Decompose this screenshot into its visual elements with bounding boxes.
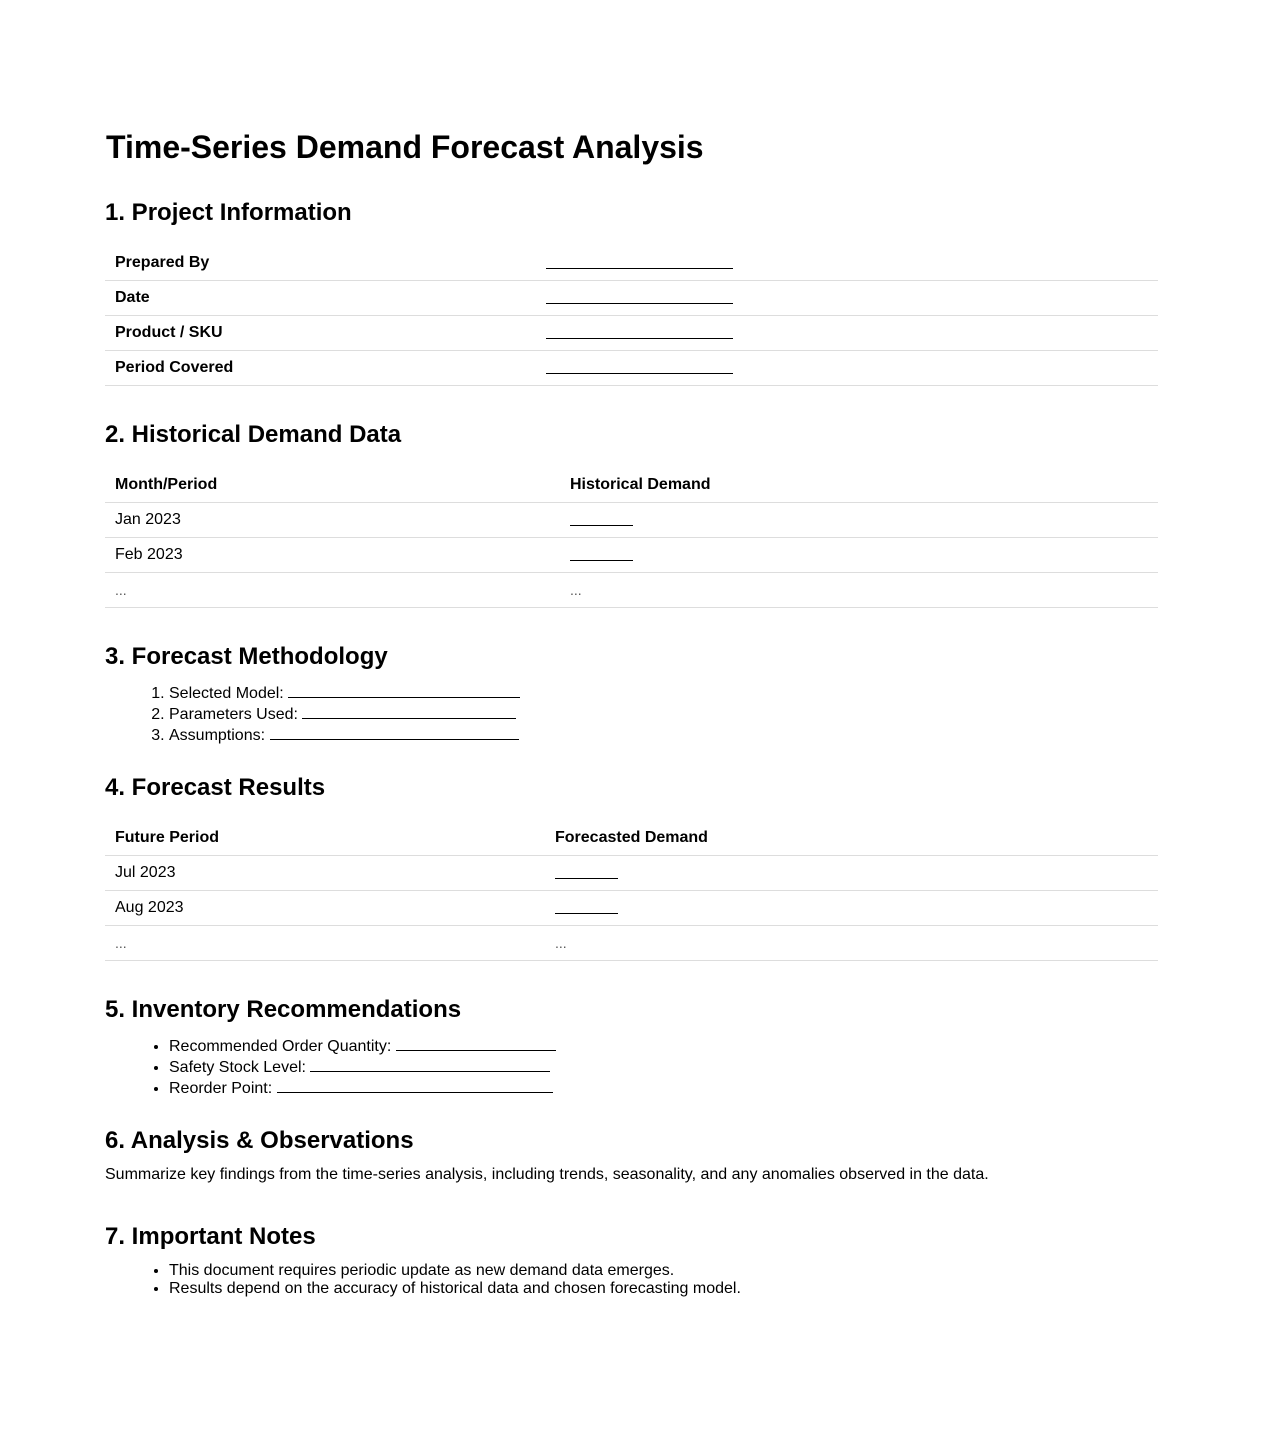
table-row: [105, 856, 1158, 891]
blank-field[interactable]: [536, 316, 1158, 351]
list-item: [169, 703, 1158, 724]
list-item: [169, 682, 1158, 703]
table-header-row: [105, 821, 1158, 856]
blank-field[interactable]: [288, 682, 520, 698]
period-cell: Jan 2023: [105, 503, 560, 538]
list-item-label: Reorder Point:: [169, 1080, 273, 1097]
analysis-observations-section: [105, 1127, 1158, 1184]
table-row: [105, 246, 1158, 281]
table-header-row: [105, 468, 1158, 503]
list-item: [169, 1035, 1158, 1056]
table-row: [105, 281, 1158, 316]
blank-field[interactable]: [396, 1035, 556, 1051]
methodology-list: [105, 682, 1158, 745]
table-row: [105, 351, 1158, 386]
section-heading: 4. Forecast Results: [105, 774, 326, 801]
column-header: Historical Demand: [560, 468, 1158, 503]
table-row: [105, 573, 1158, 608]
list-item: [169, 1056, 1158, 1077]
section-heading: 2. Historical Demand Data: [105, 421, 402, 448]
column-header: Future Period: [105, 821, 545, 856]
section-heading: 3. Forecast Methodology: [105, 643, 388, 670]
period-cell: ...: [105, 926, 545, 961]
notes-list: [105, 1262, 1158, 1298]
list-item-label: Assumptions:: [169, 727, 266, 744]
forecast-methodology-section: [105, 643, 1158, 745]
period-cell: Feb 2023: [105, 538, 560, 573]
blank-field[interactable]: [560, 538, 1158, 573]
value-cell: ...: [560, 573, 1158, 608]
important-notes-section: [105, 1223, 1158, 1298]
row-label: Date: [105, 281, 536, 316]
table-row: [105, 538, 1158, 573]
blank-field[interactable]: [536, 281, 1158, 316]
blank-field[interactable]: [545, 891, 1158, 926]
list-item-label: Selected Model:: [169, 685, 284, 702]
section-heading: 6. Analysis & Observations: [105, 1127, 414, 1154]
section-heading: 7. Important Notes: [105, 1223, 316, 1250]
blank-field[interactable]: [560, 503, 1158, 538]
blank-field[interactable]: [277, 1077, 553, 1093]
forecast-results-section: [105, 774, 1158, 961]
blank-field[interactable]: [310, 1056, 550, 1072]
row-label: Period Covered: [105, 351, 536, 386]
list-item-label: Recommended Order Quantity:: [169, 1038, 392, 1055]
inventory-list: [105, 1035, 1158, 1098]
inventory-recommendations-section: [105, 996, 1158, 1098]
period-cell: ...: [105, 573, 560, 608]
list-item-label: Parameters Used:: [169, 706, 298, 723]
section-heading: 1. Project Information: [105, 199, 352, 226]
blank-field[interactable]: [270, 724, 519, 740]
row-label: Product / SKU: [105, 316, 536, 351]
list-item: [169, 1077, 1158, 1098]
list-item: • Results depend on the accuracy of historical data and chosen forecasting model.: [169, 1280, 1158, 1298]
project-information-table: [105, 246, 1158, 386]
list-item-label: Safety Stock Level:: [169, 1059, 306, 1076]
value-cell: ...: [545, 926, 1158, 961]
period-cell: Aug 2023: [105, 891, 545, 926]
blank-field[interactable]: [536, 351, 1158, 386]
analysis-text: Summarize key findings from the time-series analysis, including trends, seasonality, and any anomalies observed in the data.: [105, 1166, 989, 1183]
forecast-results-table: [105, 821, 1158, 961]
historical-demand-table: [105, 468, 1158, 608]
project-information-section: [105, 199, 1158, 386]
period-cell: Jul 2023: [105, 856, 545, 891]
historical-demand-section: [105, 421, 1158, 608]
document-page: [105, 0, 1158, 1300]
section-heading: 5. Inventory Recommendations: [105, 996, 462, 1023]
row-label: Prepared By: [105, 246, 536, 281]
table-row: [105, 503, 1158, 538]
table-row: [105, 891, 1158, 926]
blank-field[interactable]: [545, 856, 1158, 891]
list-item: • This document requires periodic update as new demand data emerges.: [169, 1262, 1158, 1280]
document-title: Time-Series Demand Forecast Analysis: [106, 129, 704, 165]
blank-field[interactable]: [302, 703, 516, 719]
column-header: Forecasted Demand: [545, 821, 1158, 856]
blank-field[interactable]: [536, 246, 1158, 281]
table-row: [105, 926, 1158, 961]
table-row: [105, 316, 1158, 351]
column-header: Month/Period: [105, 468, 560, 503]
list-item: [169, 724, 1158, 745]
